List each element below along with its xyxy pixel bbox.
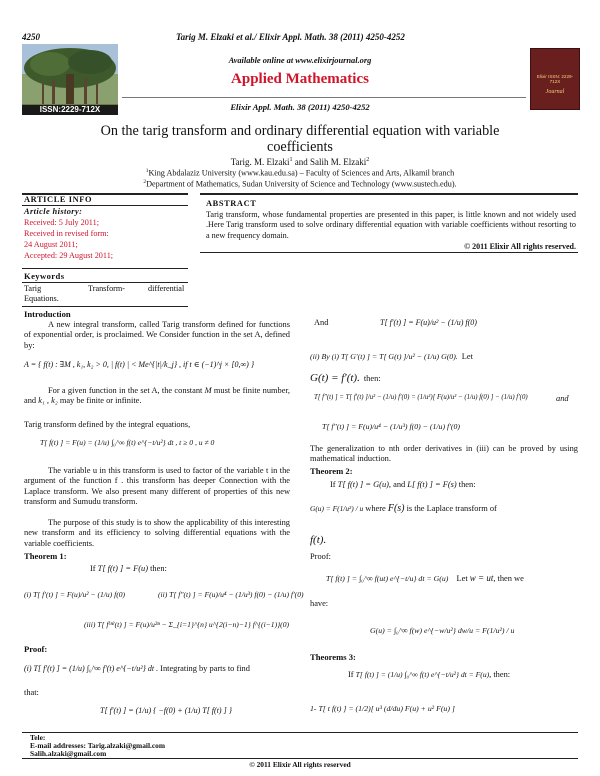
set-definition: A = { f(t) : ∃M , k₁, k₂ > 0, | f(t) | < Me^{|t|/k_j} , if t ∈ (−1)^j × [0,∞) } [24, 360, 255, 369]
proof-1-line [24, 664, 250, 673]
footer-rule-2 [22, 758, 578, 759]
intro-paragraph-3: Tarig transform defined by the integral equations, [24, 420, 191, 429]
footer-email-1[interactable]: Tarig.alzaki@gmail.com [87, 741, 165, 750]
available-online[interactable]: Available online at www.elixirjournal.org [228, 56, 372, 65]
abstract-rule-top [200, 193, 578, 195]
logo-title: Elixir ISSN: 2229-712X [536, 74, 574, 84]
author-2: and Salih M. Elzaki [292, 157, 367, 167]
abstract-text: Tarig transform, whose fundamental properties are presented in this paper, is little known and not widely used .Here Tarig transform used to solve ordinary differential equation with variable coefficients without resorting to a new frequency domain. [206, 210, 576, 240]
g-def-eq: G(t) = f′(t). [310, 372, 360, 384]
keyword-2: Transform- [88, 284, 125, 293]
part-ii-line [310, 346, 473, 364]
and-word: And [314, 318, 329, 327]
part-ii-let: Let [461, 352, 473, 361]
t3-eq: T[ f(t) ] = (1/u) ∫₀^∞ f(t) e^{−t/u²} dt = F(u) [355, 670, 490, 679]
g-def-then: then: [363, 374, 381, 383]
authors [120, 157, 480, 167]
theorem-2-proof: Proof: [310, 552, 331, 561]
t3-then: , then: [489, 670, 511, 679]
received-date: Received: 5 July 2011; [24, 218, 99, 227]
keywords-rule-top [22, 268, 188, 269]
footer-email-label: E-mail addresses: [30, 741, 86, 750]
proof-1-eq: (i) T[ f′(t) ] = (1/u) ∫₀^∞ f′(t) e^{−t/u²} dt . [24, 664, 159, 673]
info-rule [22, 205, 188, 206]
p2-var-k: k₁ , k₂ [38, 396, 58, 406]
t2-then: then: [458, 480, 476, 489]
running-head: Tarig M. Elzaki et al./ Elixir Appl. Math. 38 (2011) 4250-4252 [176, 32, 405, 42]
theorem-1-eq-iii: (iii) T[ f⁽ⁿ⁾(t) ] = F(u)/u²ⁿ − Σ_{i=1}^{n} u^{2(i−n)−1} f^{(i−1)}(0) [84, 620, 290, 629]
proof-1-heading: Proof: [24, 644, 48, 654]
tree-image-icon [22, 44, 118, 114]
keyword-1: Tarig [24, 284, 42, 293]
revised-label: Received in revised form: [24, 229, 109, 238]
t1-then: then: [150, 564, 167, 573]
footer-tele: Tele: [30, 733, 46, 742]
p2-var-m: M [204, 386, 212, 395]
theorem-1-if [90, 564, 167, 573]
issn-label: ISSN:2229-712X [22, 105, 118, 115]
journal-name: Applied Mathematics [231, 71, 369, 87]
header-rule [122, 97, 526, 98]
footer-email-2[interactable]: Salih.alzaki@gmail.com [30, 749, 107, 758]
t2-eq1: T[ f(t) ] = G(u) [337, 480, 389, 489]
abstract-copyright: © 2011 Elixir All rights reserved. [464, 242, 576, 251]
accepted-date: Accepted: 29 August 2011; [24, 251, 114, 260]
second-derivative-eq-b: T[ f″(t) ] = F(u)/u⁴ − (1/u³) f(0) − (1/u) f′(0) [322, 422, 460, 431]
theorem-1-heading: Theorem 1: [24, 551, 67, 561]
t1-if: If [90, 564, 96, 573]
aff-2-text: Department of Mathematics, Sudan University of Science and Technology (www.sustech.edu). [146, 179, 457, 189]
t3-if: If [348, 670, 354, 679]
generalization-text: The generalization to nth order derivatives in (iii) can be proved by using mathematical induction. [310, 444, 578, 464]
theorem-2-ft: f(t). [310, 534, 327, 546]
theorem-2-if-line [330, 480, 476, 489]
abstract-rule-bottom [200, 252, 578, 253]
theorem-2-have: have: [310, 599, 329, 608]
keyword-3: differential [148, 284, 185, 293]
p2-text-c: must be finite number, and [24, 386, 290, 406]
t2-then-we: , then we [493, 574, 524, 583]
article-title: On the tarig transform and ordinary differential equation with variable coefficients [100, 123, 500, 155]
and-eq: T[ f′(t) ] = F(u)/u² − (1/u) f(0) [380, 318, 477, 327]
footer-rule [22, 732, 578, 733]
t2-proof-eq: T[ f(t) ] = ∫₀^∞ f(ut) e^{−t/u} dt = G(u) [326, 574, 449, 583]
t2-let: Let [456, 574, 468, 583]
keywords-heading: Keywords [24, 271, 65, 281]
theorem-3-if-line [348, 670, 510, 679]
theorem-1-eq-ii: (ii) T[ f″(t) ] = F(u)/u⁴ − (1/u³) f(0) − (1/u) f′(0) [158, 590, 304, 599]
keyword-4: Equations. [24, 294, 59, 303]
aff-2-sup: 2 [143, 179, 147, 185]
intro-paragraph-2 [24, 386, 290, 407]
revised-date: 24 August 2011; [24, 240, 78, 249]
author-2-sup: 2 [366, 157, 370, 163]
keywords-rule-bottom [22, 306, 188, 307]
intro-paragraph-4: The variable u in this transform is used to factor of the variable t in the argument of the function f . this transform has deeper Connection with the Laplace transform. We also present many different of properties of this new transform and Sumudu transform. [24, 466, 290, 507]
author-1-sup: 1 [289, 157, 293, 163]
keywords-rule [22, 282, 188, 283]
theorem-2-heading: Theorem 2: [310, 466, 353, 476]
page-number: 4250 [22, 32, 40, 42]
t2-eq2: L[ f(t) ] = F(s) [407, 480, 457, 489]
logo-sub: Journal [545, 89, 565, 95]
theorem-3-item-1: 1- T[ t f(t) ] = (1/2)[ u³ (d/du) F(u) + u² F(u) ] [310, 704, 455, 713]
intro-heading: Introduction [24, 309, 71, 319]
theorem-2-g-line [310, 503, 497, 514]
part-ii-eq: (ii) By (i) T[ G′(t) ] = T[ G(t) ]/u² − (1/u) G(0). [310, 352, 458, 361]
g-def-line [310, 368, 381, 386]
t2-and: , and [388, 480, 406, 489]
t2-g-eq: G(u) = F(1/u²) / u [310, 504, 364, 513]
p2-text-e: may be finite or infinite. [57, 396, 142, 406]
t2-laplace: is the Laplace transform of [406, 504, 497, 513]
article-info-heading: ARTICLE INFO [24, 195, 93, 204]
t1-if-eq: T[ f(t) ] = F(u) [97, 564, 148, 573]
theorem-1-eq-i: (i) T[ f′(t) ] = F(u)/u² − (1/u) f(0) [24, 590, 126, 599]
footer-copyright: © 2011 Elixir All rights reserved [249, 760, 351, 769]
abstract-heading: ABSTRACT [206, 199, 257, 208]
theorem-2-proof-line [326, 573, 524, 583]
t2-if: If [330, 480, 336, 489]
proof-1-text: Integrating by parts to find [158, 664, 250, 673]
history-label: Article history: [24, 207, 83, 216]
proof-1-that: that: [24, 688, 39, 697]
p2-text-a: For a given function in the set A, the constant [48, 386, 205, 395]
aff-1-text: King Abdalaziz University (www.kau.edu.sa) – Faculty of Sciences and Arts, Alkamil branch [148, 168, 455, 178]
and-word-2: and [556, 394, 569, 403]
proof-1-eq-2: T[ f′(t) ] = (1/u) { −f(0) + (1/u) T[ f(t) ] } [100, 706, 232, 715]
journal-logo-right [530, 48, 580, 110]
aff-1-sup: 1 [145, 168, 149, 174]
journal-logo-left [22, 44, 118, 114]
theorem-3-heading: Theorems 3: [310, 652, 356, 662]
t2-where: where [365, 504, 386, 513]
tarig-definition-eq: T[ f(t) ] = F(u) = (1/u) ∫₀^∞ f(t) e^{−t/u²} dt , t ≥ 0 , u ≠ 0 [40, 438, 215, 447]
affiliation-1 [50, 168, 550, 178]
intro-paragraph-1: A new integral transform, called Tarig transform defined for functions of exponential order, is proclaimed. We Consider function in the set A, defined by: [24, 320, 290, 350]
author-1: Tarig. M. Elzaki [230, 157, 290, 167]
citation: Elixir Appl. Math. 38 (2011) 4250-4252 [230, 102, 370, 112]
t2-w-eq: w = ut [469, 573, 494, 583]
second-derivative-eq-a: T[ f″(t) ] = T[ f′(t) ]/u² − (1/u) f′(0) = (1/u²)[ F(u)/u² − (1/u) f(0) ] − (1/u) f′(0) [314, 394, 528, 401]
t2-fs: F(s) [387, 503, 405, 514]
intro-paragraph-5: The purpose of this study is to show the applicability of this interesting new transform and its efficiency to solving differential equations with the variable coefficients. [24, 518, 290, 548]
affiliation-2 [50, 179, 550, 189]
theorem-2-final-eq: G(u) = ∫₀^∞ f(w) e^{−w/u²} dw/u = F(1/u²) / u [370, 626, 515, 635]
